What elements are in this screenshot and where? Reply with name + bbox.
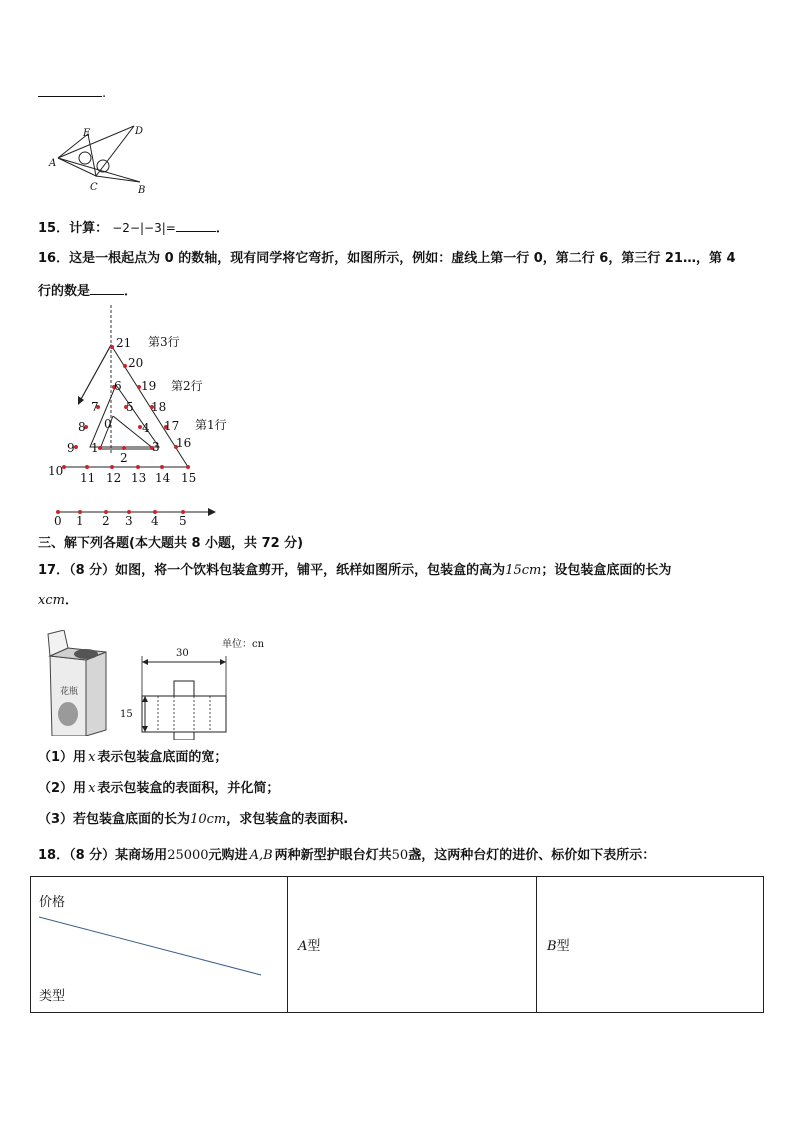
q16-axis-label: 5: [179, 514, 187, 528]
q17-dim-15-arrow-bottom: [142, 726, 148, 732]
q17-text-1: 如图，将一个饮料包装盒剪开，铺平，纸样如图所示，包装盒的高为: [115, 563, 506, 578]
q18-type-a-suffix: 型: [307, 939, 321, 954]
q16-point: [160, 465, 164, 469]
q16-point: [85, 465, 89, 469]
q14-answer-line: [38, 84, 106, 103]
q17-sub-1-x: x: [88, 750, 96, 765]
q16-axis-label: 4: [151, 514, 159, 528]
q14-label-c: C: [90, 182, 98, 193]
q16-point: [136, 465, 140, 469]
q17-sub-2: [38, 780, 279, 798]
q18-header-top-label: 价格: [39, 895, 66, 910]
q17-net-diagram: [118, 634, 268, 740]
q17-net-flap-top: [174, 681, 194, 696]
q18-count: 50: [391, 848, 409, 863]
q17-net-main: [142, 696, 226, 732]
section-3-title: 三、解下列各题(本大题共 8 小题，共 72 分): [38, 536, 304, 551]
answer-blank: [38, 84, 102, 97]
q17-sub-3-b: ，求包装盒的表面积.: [226, 812, 349, 827]
q16-row-label-2: 第2行: [171, 379, 203, 393]
q17-sub-2-x: x: [88, 781, 96, 796]
q18-type-a-var: A: [298, 939, 308, 954]
q17-dim-30-arrow-left: [142, 659, 148, 665]
answer-blank: [90, 282, 124, 295]
q17-height: 15cm: [505, 563, 542, 578]
q16-axis-arrowhead: [78, 396, 84, 405]
q18-header-cell: [31, 877, 288, 1013]
q16-axis-label: 3: [125, 514, 133, 528]
q16-number-label: 15: [181, 471, 197, 485]
q18-score: （8 分）: [69, 848, 116, 863]
q17-dim-15-label: 15: [120, 709, 133, 720]
q18-text-d: 盏，这两种台灯的进价、标价如下表所示：: [408, 848, 656, 863]
q15-number: 15．: [38, 221, 70, 236]
q17-unit-label: 单位：cn: [222, 639, 265, 650]
q17-number: 17．: [38, 563, 70, 578]
q14-segment-ad: [58, 126, 134, 158]
q16-number-label: 13: [131, 471, 147, 485]
q16-point: [123, 364, 127, 368]
q16-number-label: 12: [106, 471, 122, 485]
q18-header-diagonal: [31, 877, 287, 1014]
q17-sub-2-a: 用: [73, 781, 87, 796]
q18-line-1: [38, 847, 655, 865]
q16-line-1: [38, 250, 736, 268]
q16-number-label: 1: [91, 441, 99, 455]
q16-number-label: 9: [67, 441, 75, 455]
q14-label-b: B: [138, 185, 146, 196]
q16-number-label: 5: [126, 400, 134, 414]
q16-number-label: 2: [120, 451, 128, 465]
q14-circle-left: [79, 152, 91, 164]
q14-tail-punct: .: [102, 86, 107, 101]
q16-number-label: 7: [91, 400, 99, 414]
q17-score: （8 分）: [69, 563, 116, 578]
q16-number-label: 20: [128, 356, 144, 370]
q16-number-line-arrowhead: [208, 508, 216, 516]
q17-sub-2-num: （2）: [38, 781, 74, 796]
q16-number-label: 0: [104, 417, 112, 431]
q16-point: [186, 465, 190, 469]
q16-number-label: 4: [142, 421, 150, 435]
q17-dim-30-label: 30: [176, 648, 189, 659]
q18-amount: 25000: [167, 848, 209, 863]
q17-line-2: [38, 592, 78, 610]
q17-dim-30-arrow-right: [220, 659, 226, 665]
q16-point: [110, 465, 114, 469]
q18-text-a: 某商场用: [115, 848, 168, 863]
q16-text-2-end: ．: [124, 284, 138, 299]
q16-axis-label: 0: [54, 514, 62, 528]
q16-line-2: [38, 282, 137, 301]
q18-text-b: 元购进: [208, 848, 248, 863]
q16-number-label: 21: [116, 336, 132, 350]
q16-number-label: 19: [141, 379, 157, 393]
q17-sub-3-val: 10cm: [190, 812, 227, 827]
q17-variable: xcm: [38, 593, 65, 608]
q16-figure: [40, 303, 240, 528]
q17-sub-3-a: 若包装盒底面的长为: [73, 812, 191, 827]
answer-blank: [176, 219, 216, 232]
q16-number-label: 16: [176, 436, 192, 450]
q14-label-e: E: [83, 128, 91, 139]
q14-figure: [46, 122, 156, 196]
q16-axis-arrow-line: [80, 345, 111, 401]
q17-sub-2-b: 表示包装盒的表面积，并化简；: [97, 781, 280, 796]
q15-end: ．: [215, 221, 229, 236]
q16-number-label: 18: [151, 400, 167, 414]
q18-text-c: 两种新型护眼台灯共: [274, 848, 392, 863]
q16-number-label: 11: [80, 471, 96, 485]
q17-net-flap-bottom: [174, 732, 194, 740]
q17-sub-1-a: 用: [73, 750, 87, 765]
q18-type-a-cell: [288, 877, 537, 1013]
q15-expression: −2−|−3|=: [112, 221, 176, 235]
q16-middle-triangle: [90, 385, 159, 447]
q14-label-a: A: [49, 158, 57, 169]
q18-type-b-var: B: [547, 939, 557, 954]
q18-type-b-cell: [537, 877, 764, 1013]
q14-triangle-dcb: [96, 126, 140, 182]
q17-box-label: 花瓶: [60, 687, 79, 697]
q17-sub-1-num: （1）: [38, 750, 74, 765]
q16-axis-label: 1: [76, 514, 84, 528]
q17-sub-3: [38, 811, 348, 829]
q16-number-label: 10: [48, 464, 64, 478]
q17-variable-end: ．: [64, 593, 78, 608]
q15-prefix: 计算：: [69, 221, 109, 236]
q16-number-label: 14: [155, 471, 171, 485]
q18-types: A,B: [249, 848, 273, 863]
q17-dim-15-arrow-top: [142, 696, 148, 702]
q17-sub-1: [38, 749, 227, 767]
q15-line: [38, 219, 229, 238]
q18-diagonal-line: [39, 917, 261, 975]
q16-number-label: 3: [152, 440, 160, 454]
table-row: [31, 877, 764, 1013]
q18-price-table: [30, 876, 764, 1013]
q16-text-1: 这是一根起点为 0 的数轴，现有同学将它弯折，如图所示，例如：虚线上第一行 0，第二行 6，第三行 21…，第 4: [69, 251, 736, 266]
q16-point: [122, 446, 126, 450]
q16-number-label: 6: [114, 379, 122, 393]
q16-text-2: 行的数是: [38, 284, 91, 299]
q16-row-label-3: 第3行: [148, 335, 180, 349]
q16-axis-label: 2: [102, 514, 110, 528]
q17-box-side: [86, 652, 106, 736]
q17-sub-3-num: （3）: [38, 812, 74, 827]
q16-point: [110, 345, 114, 349]
q16-row-label-1: 第1行: [195, 418, 227, 432]
q17-box-picture: [46, 630, 116, 736]
q17-box-opening: [74, 649, 98, 659]
q18-type-b-suffix: 型: [556, 939, 570, 954]
q18-number: 18．: [38, 848, 70, 863]
q14-label-d: D: [135, 126, 144, 137]
q17-sub-1-b: 表示包装盒底面的宽；: [97, 750, 228, 765]
q17-line-1: [38, 562, 671, 580]
q18-header-bottom-label: 类型: [39, 989, 66, 1004]
q16-number: 16．: [38, 251, 70, 266]
q17-text-1b: ；设包装盒底面的长为: [541, 563, 672, 578]
q17-box-decoration: [58, 702, 78, 726]
q16-number-label: 17: [164, 419, 180, 433]
q16-number-label: 8: [78, 420, 86, 434]
